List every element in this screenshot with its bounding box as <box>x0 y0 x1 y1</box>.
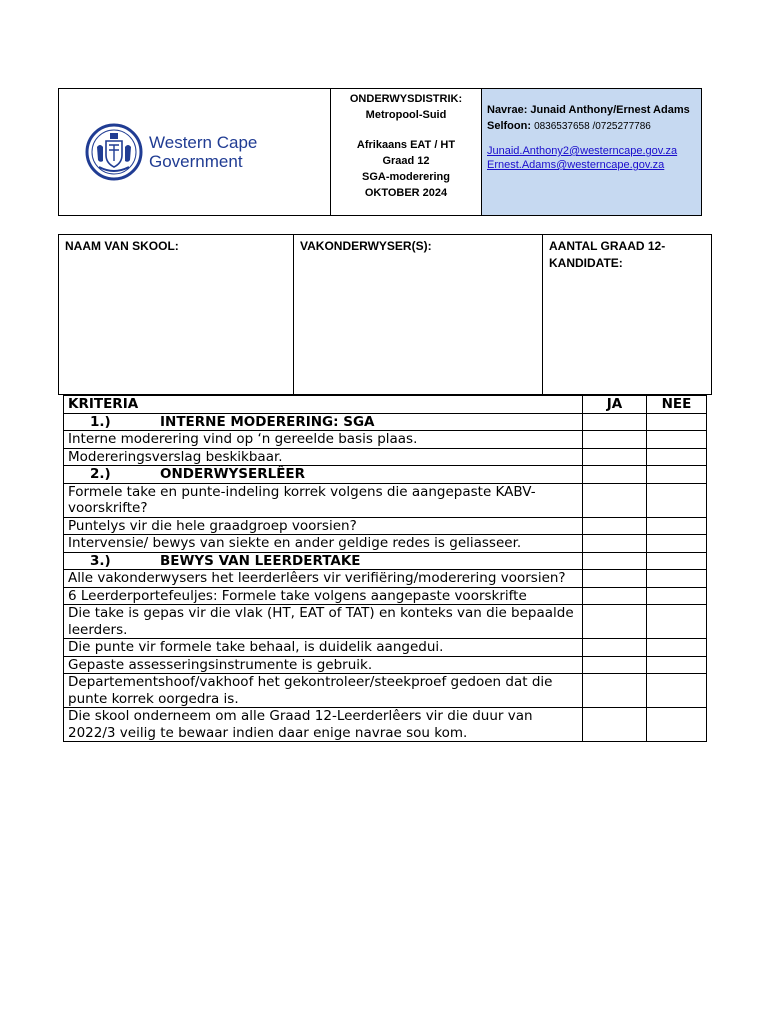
section-number: 2.) <box>90 466 111 482</box>
no-cell[interactable] <box>647 431 707 449</box>
moderation: SGA-moderering <box>361 171 450 183</box>
district-value: Metropool-Suid <box>365 109 447 121</box>
section-title: BEWYS VAN LEERDERTAKE <box>160 552 361 569</box>
criterion-text: Die skool onderneem om alle Graad 12-Leerderlêers vir die duur van 2022/3 veilig te bewaar indien daar enige navrae sou kom. <box>64 708 583 742</box>
yes-cell[interactable] <box>583 552 647 570</box>
section-number: 3.) <box>90 552 111 569</box>
yes-cell[interactable] <box>583 587 647 605</box>
yes-col-header: JA <box>583 396 647 414</box>
phone-label: Selfoon: <box>487 120 531 132</box>
email-link-2[interactable]: Ernest.Adams@westerncape.gov.za <box>487 159 665 171</box>
yes-cell[interactable] <box>583 466 647 484</box>
yes-cell[interactable] <box>583 639 647 657</box>
candidates-label: AANTAL GRAAD 12-KANDIDATE: <box>549 239 666 270</box>
district-cell <box>331 89 482 216</box>
date: OKTOBER 2024 <box>364 187 448 199</box>
yes-cell[interactable] <box>583 570 647 588</box>
yes-cell[interactable] <box>583 431 647 449</box>
school-name-label: NAAM VAN SKOOL: <box>65 239 179 253</box>
criterion-text: Modereringsverslag beskikbaar. <box>64 448 583 466</box>
logo-cell <box>59 89 331 216</box>
phone-line <box>487 118 701 135</box>
no-cell[interactable] <box>647 535 707 553</box>
no-cell[interactable] <box>647 413 707 431</box>
section-row <box>64 413 707 431</box>
no-cell[interactable] <box>647 448 707 466</box>
teachers-label: VAKONDERWYSER(S): <box>300 239 432 253</box>
subject: Afrikaans EAT / HT <box>356 139 456 151</box>
coat-of-arms-logo <box>85 123 143 181</box>
no-cell[interactable] <box>647 466 707 484</box>
section-number: 1.) <box>90 413 111 430</box>
contact-cell <box>482 89 702 216</box>
criterion-row <box>64 674 707 708</box>
criterion-row <box>64 448 707 466</box>
yes-cell[interactable] <box>583 483 647 517</box>
no-cell[interactable] <box>647 639 707 657</box>
criterion-text: Intervensie/ bewys van siekte en ander geldige redes is geliasseer. <box>64 535 583 553</box>
school-name-field[interactable] <box>59 235 294 395</box>
no-cell[interactable] <box>647 552 707 570</box>
criterion-row <box>64 483 707 517</box>
criterion-text: 6 Leerderportefeuljes: Formele take volgens aangepaste voorskrifte <box>64 587 583 605</box>
criterion-text: Gepaste assesseringsinstrumente is gebruik. <box>64 656 583 674</box>
section-row <box>64 466 707 484</box>
criterion-text: Alle vakonderwysers het leerderlêers vir verifiëring/moderering voorsien? <box>64 570 583 588</box>
yes-cell[interactable] <box>583 448 647 466</box>
criterion-text: Departementshoof/vakhoof het gekontroleer/steekproef gedoen dat die punte korrek oorgedra is. <box>64 674 583 708</box>
criterion-row <box>64 535 707 553</box>
no-cell[interactable] <box>647 656 707 674</box>
section-title: ONDERWYSERLÊER <box>160 466 306 482</box>
yes-cell[interactable] <box>583 674 647 708</box>
criterion-row <box>64 587 707 605</box>
teachers-field[interactable] <box>294 235 543 395</box>
criterion-row <box>64 639 707 657</box>
criterion-row <box>64 708 707 742</box>
no-cell[interactable] <box>647 587 707 605</box>
criterion-text: Interne moderering vind op ‘n gereelde basis plaas. <box>64 431 583 449</box>
section-row <box>64 552 707 570</box>
criterion-text: Die take is gepas vir die vlak (HT, EAT of TAT) en konteks van die bepaalde leerders. <box>64 605 583 639</box>
candidates-field[interactable] <box>543 235 712 395</box>
criterion-text: Formele take en punte-indeling korrek volgens die aangepaste KABV-voorskrifte? <box>64 483 583 517</box>
yes-cell[interactable] <box>583 413 647 431</box>
no-col-header: NEE <box>647 396 707 414</box>
grade: Graad 12 <box>382 155 430 167</box>
criterion-row <box>64 570 707 588</box>
no-cell[interactable] <box>647 708 707 742</box>
criterion-row <box>64 656 707 674</box>
yes-cell[interactable] <box>583 656 647 674</box>
criterion-row <box>64 431 707 449</box>
logo-line-1: Western Cape <box>149 133 258 152</box>
header-table <box>58 88 702 216</box>
district-label: ONDERWYSDISTRIK: <box>349 93 463 105</box>
yes-cell[interactable] <box>583 605 647 639</box>
criterion-text: Puntelys vir die hele graadgroep voorsien? <box>64 517 583 535</box>
email-link-1[interactable]: Junaid.Anthony2@westerncape.gov.za <box>487 145 678 157</box>
criterion-row <box>64 605 707 639</box>
criteria-header-row <box>64 396 707 414</box>
yes-cell[interactable] <box>583 708 647 742</box>
no-cell[interactable] <box>647 570 707 588</box>
school-info-table <box>58 234 712 395</box>
enquiries: Navrae: Junaid Anthony/Ernest Adams <box>487 104 690 116</box>
yes-cell[interactable] <box>583 535 647 553</box>
yes-cell[interactable] <box>583 517 647 535</box>
no-cell[interactable] <box>647 605 707 639</box>
criterion-text: Die punte vir formele take behaal, is duidelik aangedui. <box>64 639 583 657</box>
criteria-table <box>63 395 707 742</box>
logo-wordmark <box>149 133 257 171</box>
no-cell[interactable] <box>647 674 707 708</box>
logo-line-2: Government <box>149 152 243 171</box>
criterion-row <box>64 517 707 535</box>
no-cell[interactable] <box>647 517 707 535</box>
criteria-col-header: KRITERIA <box>64 396 583 414</box>
section-title: INTERNE MODERERING: SGA <box>160 413 375 430</box>
no-cell[interactable] <box>647 483 707 517</box>
phone-numbers: 0836537658 /0725277786 <box>534 121 651 132</box>
